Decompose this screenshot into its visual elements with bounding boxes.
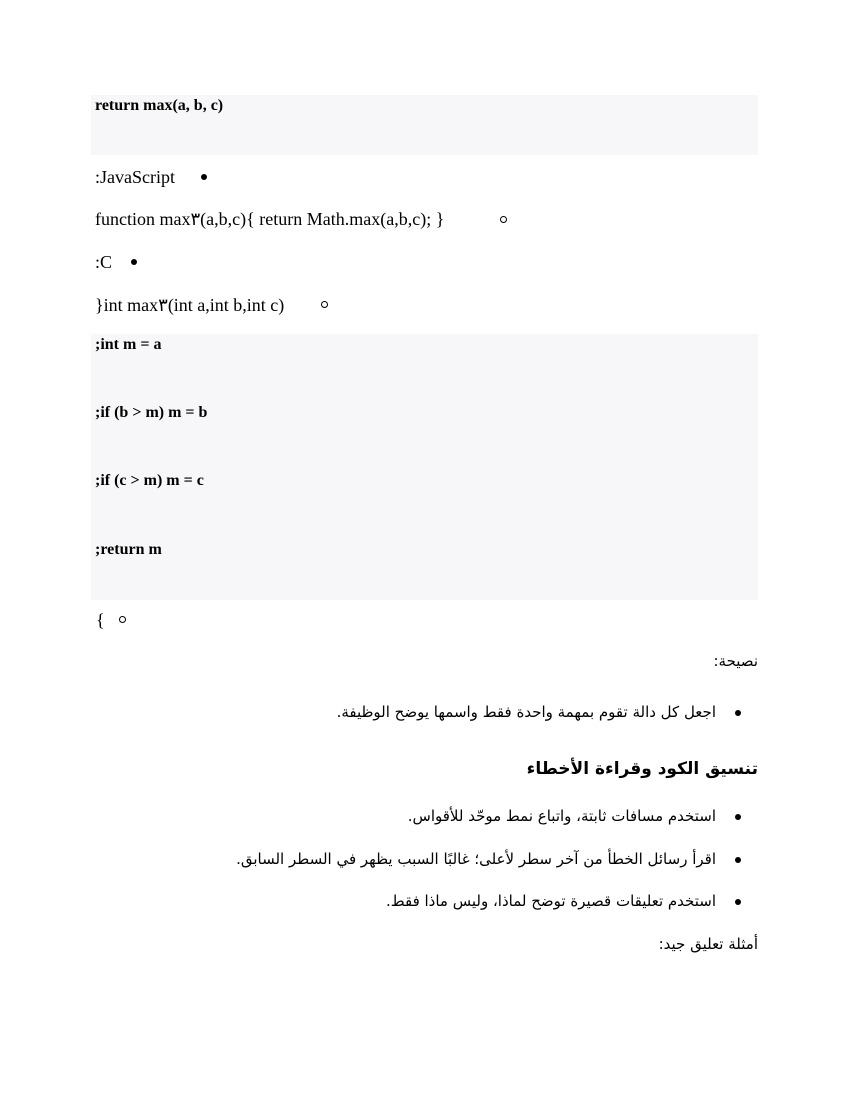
list-item-javascript-label: :JavaScript — [95, 167, 175, 187]
section-heading: تنسيق الكود وقراءة الأخطاء — [526, 759, 758, 779]
code-line: ;int m = a — [95, 336, 162, 353]
bullet-icon — [131, 259, 137, 265]
code-line: return max(a, b, c) — [95, 97, 224, 114]
closing-brace: { — [96, 610, 105, 630]
examples-label: أمثلة تعليق جيد: — [658, 935, 758, 953]
list-item-javascript-code: function max٣(a,b,c){ return Math.max(a,b,c); } — [95, 209, 445, 229]
tip-label: نصيحة: — [713, 652, 758, 670]
section-item: استخدم مسافات ثابتة، واتباع نمط موحّد للأقواس. — [407, 807, 716, 825]
bullet-icon — [735, 710, 741, 716]
hollow-bullet-icon — [321, 301, 328, 308]
list-item-c-code: }int max٣(int a,int b,int c) — [95, 295, 285, 315]
list-item-c-label: :C — [95, 252, 113, 272]
hollow-bullet-icon — [500, 216, 507, 223]
tip-item: اجعل كل دالة تقوم بمهمة واحدة فقط واسمها يوضح الوظيفة. — [336, 703, 716, 721]
section-item: استخدم تعليقات قصيرة توضح لماذا، وليس ماذا فقط. — [385, 892, 716, 910]
code-line: ;if (c > m) m = c — [95, 472, 204, 489]
section-item: اقرأ رسائل الخطأ من آخر سطر لأعلى؛ غالبًا السبب يظهر في السطر السابق. — [236, 850, 716, 868]
code-line: ;return m — [95, 541, 162, 558]
bullet-icon — [735, 857, 741, 863]
code-line: ;if (b > m) m = b — [95, 404, 208, 421]
code-block-2 — [91, 334, 758, 600]
bullet-icon — [735, 814, 741, 820]
bullet-icon — [735, 899, 741, 905]
bullet-icon — [201, 174, 207, 180]
hollow-bullet-icon — [119, 616, 126, 623]
